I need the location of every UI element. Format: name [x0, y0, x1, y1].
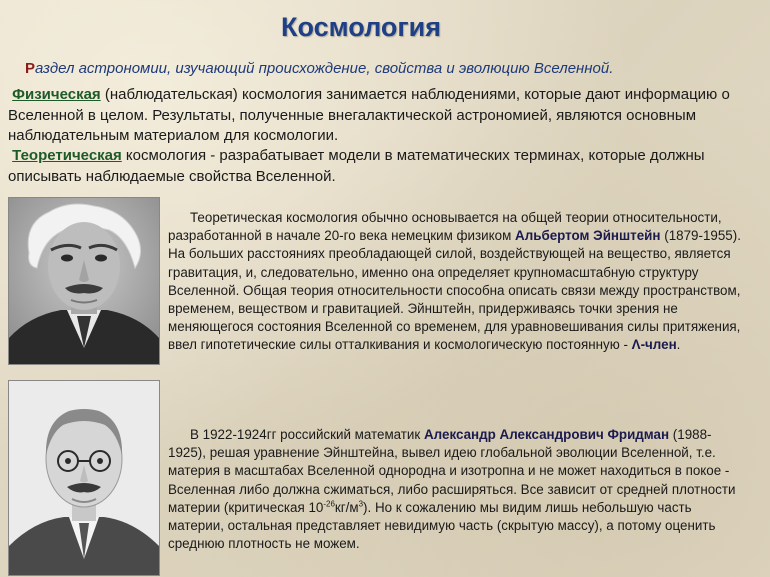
subtitle-first-letter: Р — [25, 60, 36, 77]
physical-cosmology-paragraph — [8, 85, 763, 147]
subtitle-text: аздел астрономии, изучающий происхождение, свойства и эволюцию Вселенной. — [35, 60, 614, 77]
friedmann-portrait — [8, 380, 160, 576]
einstein-text-end: . — [676, 337, 681, 353]
density-exponent: -26 — [323, 499, 335, 509]
physical-text: (наблюдательская) космология занимается наблюдениями, которые дают информацию о Вселенной в целом. Результаты, полученные внегалактической астрономией, являются основным наблюдательным материалом для космологии. — [8, 86, 730, 144]
friedmann-text-part3: кг/м — [334, 499, 359, 515]
einstein-portrait — [8, 197, 160, 365]
physical-term: Физическая — [12, 86, 101, 103]
einstein-name: Альбертом Эйнштейн — [515, 228, 661, 244]
einstein-text-part2: (1879-1955). На больших расстояниях преобладающей силой, воздействующей на вещество, является гравитация, и, следовательно, именно она определяет крупномасштабную структуру Вселенной. Общая теория относительности способна описать связи между пространством, временем, веществом и гравитацией. Эйнштейн, придерживаясь точки зрения не меняющегося состояния Вселенной со временем, для уравновешивания силы притяжения, ввел гипотетические силы отталкивания и космологическую постоянную - — [168, 228, 741, 353]
theoretical-cosmology-paragraph — [8, 146, 763, 187]
einstein-text-part1: Теоретическая космология обычно основывается на общей теории относительности, разработанной в начале 20-го века немецким физиком — [168, 210, 722, 244]
friedmann-name: Александр Александрович Фридман — [424, 427, 670, 442]
friedmann-text-block — [168, 426, 748, 553]
theoretical-text: космология - разрабатывает модели в математических терминах, которые должны описывать наблюдаемые свойства Вселенной. — [8, 147, 705, 185]
einstein-text-block — [168, 209, 748, 355]
cubic-exponent: 3 — [358, 499, 364, 509]
friedmann-text-part4: ). Но к сожалению мы видим лишь небольшую часть материи, остальная представляет невидимую часть (скрытую массу), а потому оценить среднюю плотность не можем. — [168, 499, 716, 552]
lambda-term: Λ-член — [631, 337, 677, 353]
subtitle — [25, 60, 765, 77]
friedmann-text-part1: В 1922-1924гг российский математик — [190, 427, 424, 442]
friedmann-text-part2: (1988-1925), решая уравнение Эйнштейна, вывел идею глобальной эволюции Вселенной, т.е. материя в масштабах Вселенной однородна и изотропна и не может находиться в покое - Вселенная либо должна сжиматься, либо расширяться. Все зависит от средней плотности материи (критическая 10 — [168, 427, 736, 515]
page-title: Космология — [281, 12, 441, 42]
theoretical-term: Теоретическая — [12, 147, 122, 164]
